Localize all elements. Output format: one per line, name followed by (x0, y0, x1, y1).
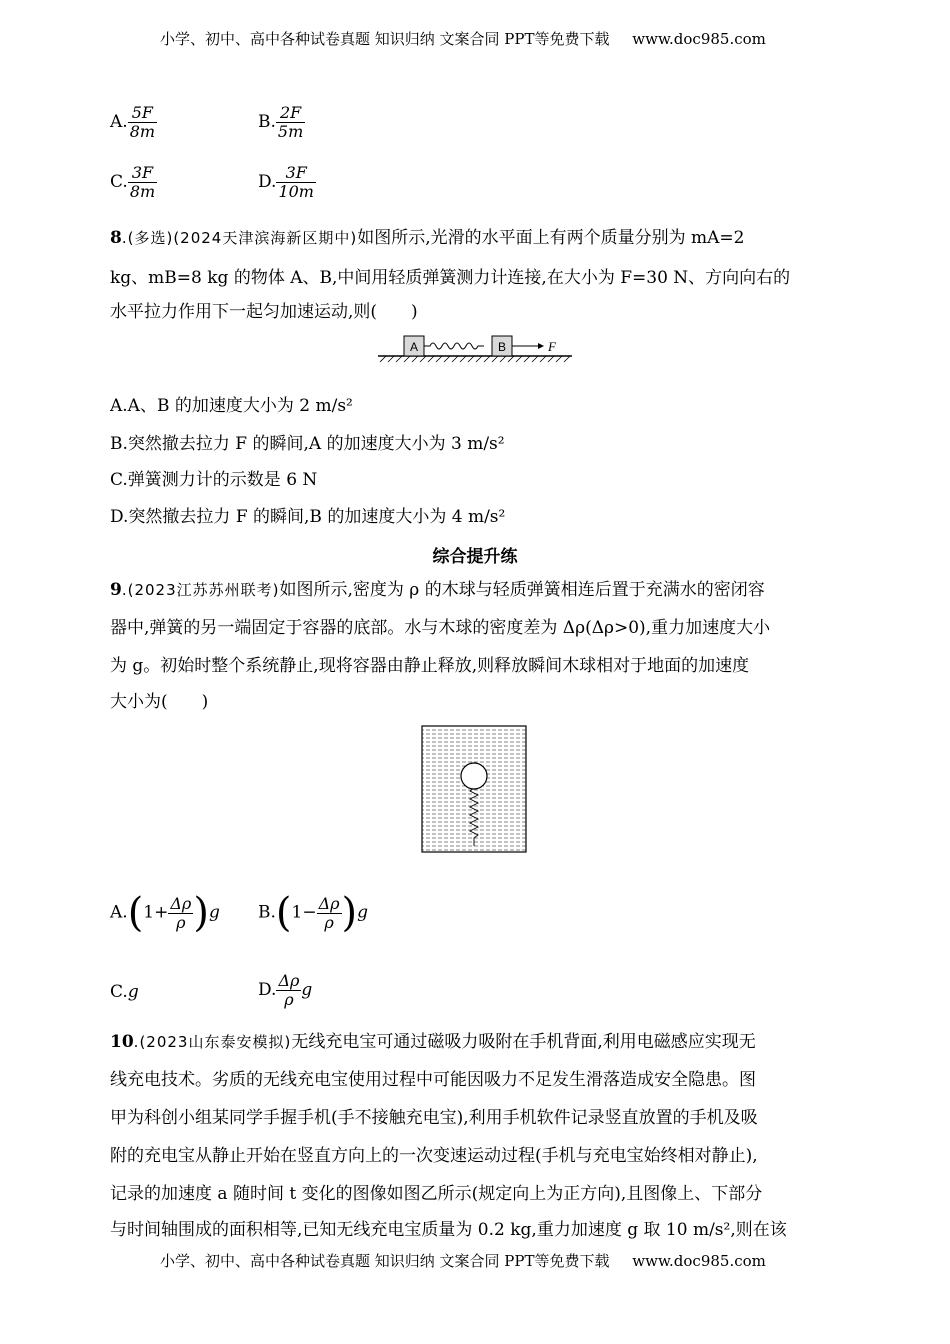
fraction: $\frac{3F}{10m}$ (278, 163, 314, 201)
water-container-figure (420, 724, 528, 854)
question-number: 8 (110, 228, 122, 248)
fraction: $\frac{\Delta\rho}{\rho}$ (170, 893, 192, 932)
q7-option-a[interactable] (110, 104, 157, 141)
option-letter: D. (258, 172, 277, 192)
option-letter: B. (258, 112, 276, 132)
q8-option-a[interactable]: A.A、B 的加速度大小为 2 m/s² (110, 396, 353, 416)
q8-line-3: 水平拉力作用下一起匀加速运动,则( ) (110, 302, 418, 322)
q9-line-4: 大小为( ) (110, 692, 209, 712)
q10-line-2: 线充电技术。劣质的无线充电宝使用过程中可能因吸力不足发生滑落造成安全隐患。图 (110, 1070, 756, 1090)
fraction: $\frac{3F}{8m}$ (129, 163, 156, 201)
header-text: 小学、初中、高中各种试卷真题 知识归纳 文案合同 PPT等免费下载 (160, 30, 610, 48)
question-text: 如图所示,密度为 ρ 的木球与轻质弹簧相连后置于充满水的密闭容 (279, 580, 765, 600)
q9-line-3: 为 g。初始时整个系统静止,现将容器由静止释放,则释放瞬间木球相对于地面的加速度 (110, 656, 750, 676)
question-text: 无线充电宝可通过磁吸力吸附在手机背面,利用电磁感应实现无 (291, 1032, 756, 1052)
q8-option-b[interactable]: B.突然撤去拉力 F 的瞬间,A 的加速度大小为 3 m/s² (110, 434, 505, 454)
q9-line-1 (110, 580, 765, 600)
q8-line-2: kg、mB=8 kg 的物体 A、B,中间用轻质弹簧测力计连接,在大小为 F=30 N、方向向右的 (110, 268, 791, 288)
wooden-ball (461, 763, 487, 789)
question-number: 9 (110, 580, 122, 600)
option-letter: C. (110, 172, 128, 192)
footer-text: 小学、初中、高中各种试卷真题 知识归纳 文案合同 PPT等免费下载 (160, 1252, 610, 1270)
fraction: $\frac{\Delta\rho}{\rho}$ (278, 971, 300, 1009)
arrow-head-icon (538, 343, 544, 349)
q9-option-d[interactable]: D. $\frac{\Delta\rho}{\rho}$ g (258, 971, 313, 1009)
q7-option-b[interactable] (258, 104, 305, 141)
question-text: 如图所示,光滑的水平面上有两个质量分别为 mA=2 (357, 228, 745, 248)
ground-hatching (380, 356, 570, 362)
q10-line-5: 记录的加速度 a 随时间 t 变化的图像如图乙所示(规定向上为正方向),且图像上、下部分 (110, 1184, 763, 1204)
fraction: $\frac{5F}{8m}$ (129, 103, 156, 141)
q10-line-4: 附的充电宝从静止开始在竖直方向上的一次变速运动过程(手机与充电宝始终相对静止), (110, 1146, 758, 1166)
q8-option-c[interactable]: C.弹簧测力计的示数是 6 N (110, 470, 318, 490)
q10-line-1 (110, 1032, 756, 1052)
fraction: $\frac{2F}{5m}$ (277, 103, 304, 141)
q9-option-b[interactable]: B.(1− $\frac{\Delta\rho}{\rho}$ )g (258, 890, 369, 936)
question-source: .(2023山东泰安模拟) (133, 1033, 292, 1051)
q8-line-1 (110, 228, 744, 248)
q7-option-c[interactable] (110, 164, 157, 201)
force-label: F (548, 339, 556, 354)
header-url[interactable]: www.doc985.com (632, 30, 766, 48)
q9-option-c[interactable]: C.g (110, 982, 139, 1002)
spring-blocks-figure (376, 332, 576, 364)
q7-option-d[interactable] (258, 164, 316, 201)
section-title: 综合提升练 (432, 547, 518, 567)
option-letter: A. (110, 112, 128, 132)
q9-line-2: 器中,弹簧的另一端固定于容器的底部。水与木球的密度差为 Δρ(Δρ>0),重力加速度大小 (110, 618, 771, 638)
spring-icon (424, 343, 484, 349)
q9-option-a[interactable]: A.(1+ $\frac{\Delta\rho}{\rho}$ )g (110, 890, 220, 936)
fraction: $\frac{\Delta\rho}{\rho}$ (318, 893, 340, 932)
page-footer (160, 1250, 766, 1271)
block-a-label: A (409, 340, 419, 354)
block-b-label: B (497, 340, 507, 354)
q10-line-3: 甲为科创小组某同学手握手机(手不接触充电宝),利用手机软件记录竖直放置的手机及吸 (110, 1108, 758, 1128)
page-header (160, 28, 766, 49)
q10-line-6: 与时间轴围成的面积相等,已知无线充电宝质量为 0.2 kg,重力加速度 g 取 10 m/s²,则在该 (110, 1220, 787, 1240)
question-source: .(多选)(2024天津滨海新区期中) (121, 229, 358, 247)
question-source: .(2023江苏苏州联考) (121, 581, 280, 599)
question-number: 10 (110, 1032, 134, 1052)
footer-url[interactable]: www.doc985.com (632, 1252, 766, 1270)
q8-option-d[interactable]: D.突然撤去拉力 F 的瞬间,B 的加速度大小为 4 m/s² (110, 507, 506, 527)
